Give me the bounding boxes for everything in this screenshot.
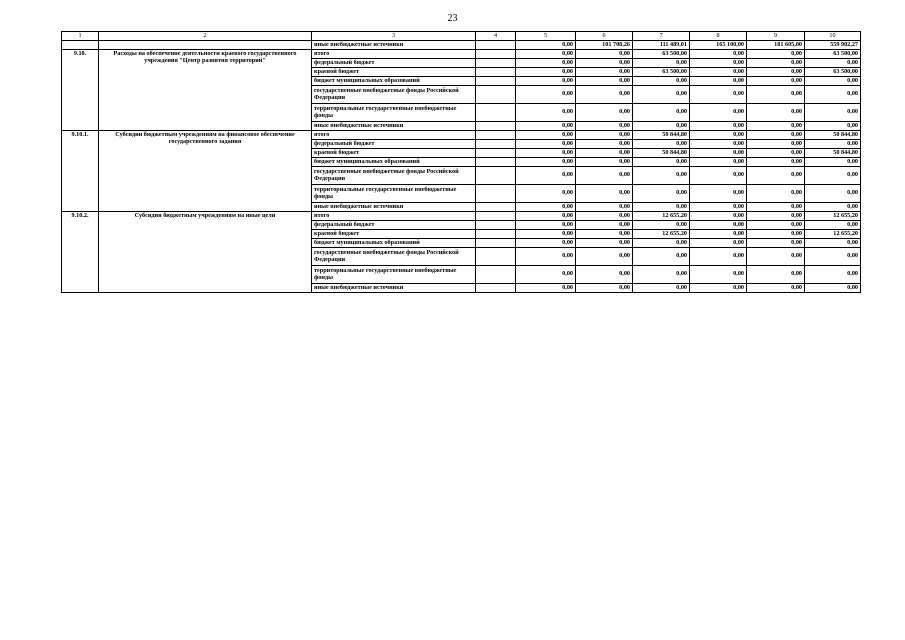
- empty-cell: [476, 158, 516, 167]
- value-cell: 50 844,80: [633, 131, 690, 140]
- value-cell: 63 500,00: [633, 68, 690, 77]
- value-cell: 0,00: [805, 167, 861, 185]
- value-cell: 0,00: [576, 239, 633, 248]
- value-cell: 0,00: [516, 131, 576, 140]
- value-cell: 0,00: [690, 131, 747, 140]
- empty-cell: [476, 239, 516, 248]
- source-cell: федеральный бюджет: [312, 140, 476, 149]
- empty-cell: [476, 266, 516, 284]
- source-cell: краевой бюджет: [312, 149, 476, 158]
- value-cell: 0,00: [516, 140, 576, 149]
- value-cell: 12 655,20: [805, 230, 861, 239]
- value-cell: 0,00: [516, 248, 576, 266]
- value-cell: 559 902,27: [805, 41, 861, 50]
- empty-cell: [476, 86, 516, 104]
- value-cell: 0,00: [690, 239, 747, 248]
- empty-cell: [476, 122, 516, 131]
- header-cell: 10: [805, 32, 861, 41]
- value-cell: 12 655,20: [633, 230, 690, 239]
- source-cell: федеральный бюджет: [312, 221, 476, 230]
- value-cell: 0,00: [576, 122, 633, 131]
- source-cell: итого: [312, 50, 476, 59]
- value-cell: 0,00: [747, 158, 805, 167]
- value-cell: 0,00: [516, 203, 576, 212]
- value-cell: 0,00: [805, 284, 861, 293]
- header-cell: 2: [99, 32, 312, 41]
- value-cell: 0,00: [633, 185, 690, 203]
- value-cell: 0,00: [747, 140, 805, 149]
- value-cell: 0,00: [516, 50, 576, 59]
- value-cell: 0,00: [690, 59, 747, 68]
- value-cell: 0,00: [690, 284, 747, 293]
- value-cell: 12 655,20: [805, 212, 861, 221]
- header-cell: 7: [633, 32, 690, 41]
- empty-cell: [476, 221, 516, 230]
- value-cell: 0,00: [633, 59, 690, 68]
- value-cell: 0,00: [576, 86, 633, 104]
- header-cell: 4: [476, 32, 516, 41]
- value-cell: 0,00: [576, 284, 633, 293]
- value-cell: 0,00: [690, 122, 747, 131]
- value-cell: 0,00: [516, 59, 576, 68]
- value-cell: 0,00: [516, 284, 576, 293]
- value-cell: 0,00: [633, 86, 690, 104]
- value-cell: 0,00: [690, 104, 747, 122]
- section-name: Субсидии бюджетным учреждениям на иные цели: [99, 212, 312, 293]
- value-cell: 0,00: [747, 230, 805, 239]
- budget-table: [61, 31, 861, 293]
- value-cell: 0,00: [805, 140, 861, 149]
- value-cell: 0,00: [690, 266, 747, 284]
- value-cell: 0,00: [633, 284, 690, 293]
- source-cell: иные внебюджетные источники: [312, 203, 476, 212]
- value-cell: 50 844,80: [805, 131, 861, 140]
- value-cell: 111 489,01: [633, 41, 690, 50]
- value-cell: 0,00: [805, 266, 861, 284]
- empty-cell: [476, 149, 516, 158]
- empty-cell: [476, 131, 516, 140]
- value-cell: 0,00: [690, 203, 747, 212]
- empty-cell: [476, 41, 516, 50]
- value-cell: 0,00: [516, 158, 576, 167]
- value-cell: 0,00: [690, 86, 747, 104]
- value-cell: 0,00: [690, 167, 747, 185]
- value-cell: 0,00: [747, 149, 805, 158]
- table-row: [62, 212, 861, 221]
- code-cell: [62, 41, 99, 50]
- header-cell: 1: [62, 32, 99, 41]
- value-cell: 0,00: [747, 50, 805, 59]
- value-cell: 0,00: [747, 86, 805, 104]
- value-cell: 0,00: [633, 266, 690, 284]
- source-cell: государственные внебюджетные фонды Российской Федерации: [312, 86, 476, 104]
- value-cell: 0,00: [690, 77, 747, 86]
- value-cell: 0,00: [747, 167, 805, 185]
- value-cell: 0,00: [633, 239, 690, 248]
- value-cell: 0,00: [516, 68, 576, 77]
- value-cell: 50 844,80: [805, 149, 861, 158]
- value-cell: 0,00: [576, 185, 633, 203]
- value-cell: 0,00: [690, 185, 747, 203]
- value-cell: 0,00: [576, 50, 633, 59]
- source-cell: территориальные государственные внебюджетные фонды: [312, 266, 476, 284]
- value-cell: 0,00: [633, 104, 690, 122]
- value-cell: 0,00: [516, 266, 576, 284]
- value-cell: 50 844,80: [633, 149, 690, 158]
- value-cell: 63 500,00: [633, 50, 690, 59]
- continuation-row: [62, 41, 861, 50]
- value-cell: 0,00: [633, 77, 690, 86]
- value-cell: 0,00: [747, 59, 805, 68]
- value-cell: 0,00: [576, 230, 633, 239]
- empty-cell: [476, 167, 516, 185]
- value-cell: 0,00: [633, 221, 690, 230]
- source-cell: бюджет муниципальных образований: [312, 77, 476, 86]
- value-cell: 0,00: [747, 131, 805, 140]
- header-cell: 5: [516, 32, 576, 41]
- table-row: [62, 50, 861, 59]
- empty-cell: [476, 248, 516, 266]
- value-cell: 0,00: [516, 104, 576, 122]
- value-cell: 0,00: [516, 230, 576, 239]
- section-code: 9.10.1.: [62, 131, 99, 212]
- section-name: Расходы на обеспечение деятельности краевого государственного учреждения "Центр развития территорий": [99, 50, 312, 131]
- value-cell: 0,00: [747, 221, 805, 230]
- value-cell: 0,00: [747, 104, 805, 122]
- value-cell: 0,00: [576, 140, 633, 149]
- value-cell: 0,00: [633, 248, 690, 266]
- value-cell: 0,00: [576, 248, 633, 266]
- value-cell: 0,00: [516, 41, 576, 50]
- value-cell: 0,00: [747, 122, 805, 131]
- page-number: 23: [447, 13, 458, 24]
- value-cell: 0,00: [805, 86, 861, 104]
- source-cell: иные внебюджетные источники: [312, 122, 476, 131]
- value-cell: 0,00: [805, 203, 861, 212]
- value-cell: 0,00: [805, 221, 861, 230]
- value-cell: 0,00: [633, 122, 690, 131]
- value-cell: 0,00: [747, 239, 805, 248]
- value-cell: 0,00: [805, 59, 861, 68]
- value-cell: 0,00: [576, 59, 633, 68]
- value-cell: 0,00: [805, 248, 861, 266]
- value-cell: 0,00: [576, 77, 633, 86]
- value-cell: 0,00: [576, 149, 633, 158]
- value-cell: 0,00: [805, 104, 861, 122]
- value-cell: 0,00: [747, 68, 805, 77]
- source-cell: государственные внебюджетные фонды Российской Федерации: [312, 167, 476, 185]
- value-cell: 0,00: [576, 212, 633, 221]
- value-cell: 0,00: [516, 239, 576, 248]
- value-cell: 0,00: [690, 149, 747, 158]
- value-cell: 0,00: [690, 230, 747, 239]
- value-cell: 0,00: [633, 140, 690, 149]
- value-cell: 63 500,00: [805, 50, 861, 59]
- source-cell: бюджет муниципальных образований: [312, 158, 476, 167]
- value-cell: 0,00: [516, 86, 576, 104]
- empty-cell: [476, 77, 516, 86]
- table-row: [62, 131, 861, 140]
- value-cell: 0,00: [690, 68, 747, 77]
- value-cell: 0,00: [690, 248, 747, 266]
- value-cell: 181 605,00: [747, 41, 805, 50]
- value-cell: 0,00: [576, 203, 633, 212]
- value-cell: 0,00: [747, 77, 805, 86]
- value-cell: 0,00: [633, 203, 690, 212]
- value-cell: 0,00: [516, 212, 576, 221]
- empty-cell: [476, 104, 516, 122]
- value-cell: 0,00: [690, 158, 747, 167]
- value-cell: 12 655,20: [633, 212, 690, 221]
- value-cell: 0,00: [633, 158, 690, 167]
- value-cell: 0,00: [516, 221, 576, 230]
- header-cell: 3: [312, 32, 476, 41]
- value-cell: 0,00: [516, 77, 576, 86]
- value-cell: 0,00: [805, 77, 861, 86]
- value-cell: 0,00: [747, 203, 805, 212]
- name-cell: [99, 41, 312, 50]
- budget-table-body: [62, 32, 861, 293]
- value-cell: 0,00: [576, 266, 633, 284]
- header-cell: 6: [576, 32, 633, 41]
- empty-cell: [476, 203, 516, 212]
- source-cell: федеральный бюджет: [312, 59, 476, 68]
- source-cell: краевой бюджет: [312, 230, 476, 239]
- value-cell: 0,00: [576, 131, 633, 140]
- section-name: Субсидии бюджетным учреждениям на финансовое обеспечение государственного задания: [99, 131, 312, 212]
- value-cell: 0,00: [747, 266, 805, 284]
- value-cell: 0,00: [576, 104, 633, 122]
- value-cell: 0,00: [805, 122, 861, 131]
- value-cell: 0,00: [516, 167, 576, 185]
- source-cell: бюджет муниципальных образований: [312, 239, 476, 248]
- value-cell: 0,00: [690, 50, 747, 59]
- value-cell: 0,00: [690, 140, 747, 149]
- section-code: 9.10.2.: [62, 212, 99, 293]
- empty-cell: [476, 50, 516, 59]
- header-row: [62, 32, 861, 41]
- source-cell: территориальные государственные внебюджетные фонды: [312, 104, 476, 122]
- value-cell: 0,00: [690, 221, 747, 230]
- value-cell: 0,00: [747, 284, 805, 293]
- header-cell: 9: [747, 32, 805, 41]
- empty-cell: [476, 68, 516, 77]
- value-cell: 0,00: [516, 122, 576, 131]
- source-cell: итого: [312, 212, 476, 221]
- value-cell: 0,00: [516, 185, 576, 203]
- value-cell: 0,00: [805, 158, 861, 167]
- source-cell: территориальные государственные внебюджетные фонды: [312, 185, 476, 203]
- value-cell: 0,00: [516, 149, 576, 158]
- value-cell: 0,00: [576, 167, 633, 185]
- value-cell: 0,00: [747, 185, 805, 203]
- value-cell: 0,00: [805, 185, 861, 203]
- empty-cell: [476, 212, 516, 221]
- value-cell: 0,00: [576, 158, 633, 167]
- value-cell: 0,00: [576, 221, 633, 230]
- empty-cell: [476, 230, 516, 239]
- source-cell: краевой бюджет: [312, 68, 476, 77]
- value-cell: 0,00: [576, 68, 633, 77]
- value-cell: 165 100,00: [690, 41, 747, 50]
- value-cell: 63 500,00: [805, 68, 861, 77]
- value-cell: 0,00: [747, 248, 805, 266]
- source-cell: иные внебюджетные источники: [312, 284, 476, 293]
- value-cell: 0,00: [747, 212, 805, 221]
- value-cell: 0,00: [805, 239, 861, 248]
- empty-cell: [476, 140, 516, 149]
- header-cell: 8: [690, 32, 747, 41]
- source-cell: государственные внебюджетные фонды Российской Федерации: [312, 248, 476, 266]
- value-cell: 101 708,26: [576, 41, 633, 50]
- empty-cell: [476, 59, 516, 68]
- empty-cell: [476, 185, 516, 203]
- source-cell: иные внебюджетные источники: [312, 41, 476, 50]
- source-cell: итого: [312, 131, 476, 140]
- value-cell: 0,00: [690, 212, 747, 221]
- empty-cell: [476, 284, 516, 293]
- value-cell: 0,00: [633, 167, 690, 185]
- section-code: 9.10.: [62, 50, 99, 131]
